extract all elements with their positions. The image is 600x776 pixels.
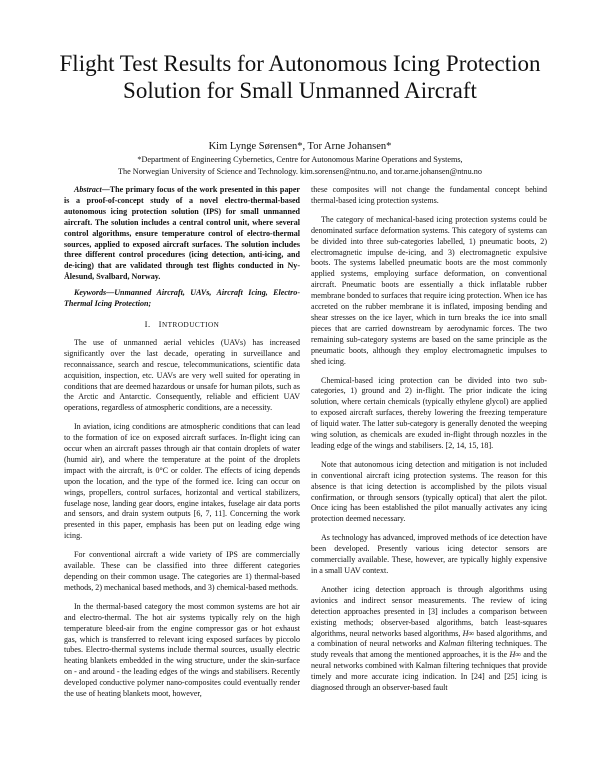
math-h-infinity: H∞ [462, 628, 475, 638]
keywords [64, 288, 300, 310]
paragraph-last [311, 585, 547, 694]
text-span: and the neural networks combined with Kalman filtering techniques that provide timely and more accurate icing indication. In [24] and [25] icing is diagnosed through an observer-based fault [311, 650, 547, 693]
affiliation-line-2: The Norwegian University of Science and Technology. kim.sorensen@ntnu.no, and tor.arne.johansen@ntnu.no [118, 166, 482, 176]
text-span: Another icing detection approach is through algorithms using avionics and indirect sensor measurements. The review of icing detection approaches presented in [3] includes a comparison between existing methods; observer-based algorithms, batch least-squares algorithms, neural networks based algorithms, [311, 584, 547, 638]
paragraph: The category of mechanical-based icing protection systems could be denominated surface deformation systems. This category of systems can be divided into three sub-categories labelled, 1) pneumatic boots, 2) electromagnetic impulse de-icing, and 3) electromagnetic expulsive boots. The systems labelled pneumatic boots are the most commonly applied systems, employing surface deformation, on conventional aircraft. Pneumatic boots are essentially a thick inflatable rubber membrane bonded to surfaces that require icing protection. When ice has accreted on the rubber membrane it is inflated, imposing bending and shear stresses on the ice layer, which in turn breaks the ice into small pieces that are carried downstream by aerodynamic forces. The two remaining sub-category systems are based on the same principle as the pneumatic boots, although they employ electromagnetic impulses to shed icing. [311, 214, 547, 366]
paragraph: In aviation, icing conditions are atmospheric conditions that can lead to the formation of ice on exposed aircraft surfaces. In-flight icing can occur when an aircraft passes through air that contain droplets of water (humid air), and where the temperature at the point of the droplets impact with the aircraft, is 0°C or colder. The effects of icing depends upon the location, and the type of the formed ice. Icing can occur on wings, propellers, control surfaces, horizontal and vertical stabilizers, fuselage nose, landing gear doors, engine intakes, fuselage air data ports and sensors, and drain system outputs [6, 7, 11]. Concerning the work presented in this paper, emphasis has been put on leading edge wing icing. [64, 422, 300, 541]
left-column [64, 185, 300, 708]
affiliation [40, 154, 560, 177]
math-h-infinity: H∞ [509, 650, 522, 660]
section-heading-introduction [64, 319, 300, 331]
abstract-text: —The primary focus of the work presented in this paper is a proof-of-concept study of a novel electro-thermal-based autonomous icing protection solution (IPS) for small unmanned aircraft. The solution includes a central control unit, where several control algorithms, ensure temperature control of electro-thermal sources, applied to exposed aircraft surfaces. The solution includes three different control procedures (icing detection, anti-icing, and de-icing) that are validated through test flights conducted in Ny-Ålesund, Svalbard, Norway. [64, 185, 300, 282]
abstract-label: Abstract [74, 185, 102, 194]
paragraph: For conventional aircraft a wide variety of IPS are commercially available. These can be classified into three different categories depending on their common usage. The categories are 1) thermal-based methods, 2) mechanical based methods, and 3) chemical-based methods. [64, 550, 300, 592]
paragraph: Note that autonomous icing detection and mitigation is not included in conventional aircraft icing protection systems. The reason for this absence is that icing detection is accomplished by the pilots visual confirmation, or through sensors (typically optical) that alert the pilot. Once icing has been established the pilot manually activates any icing protection deemed necessary. [311, 459, 547, 524]
italic-kalman: Kalman [438, 639, 465, 649]
affiliation-line-1: *Department of Engineering Cybernetics, Centre for Autonomous Marine Operations and Systems, [137, 155, 463, 164]
paper-title [40, 50, 560, 104]
paragraph: Chemical-based icing protection can be divided into two sub-categories, 1) ground and 2) in-flight. The prior indicate the icing solution, where certain chemicals (typically ethylene glycol) are applied to exposed aircraft surfaces, thereby lowering the freezing temperature of liquid water. The latter sub-category is generally denoted the weeping wing solution, as chemicals are exuded in-flight through nozzles in the leading edge of the wings and stabilisers. [2, 14, 15, 18]. [311, 375, 547, 450]
keywords-label: Keywords [74, 288, 107, 298]
paragraph: In the thermal-based category the most common systems are hot air and electro-thermal. The hot air systems typically rely on the high temperature bleed-air from the engine compressor gas or hot exhaust gas, which is transferred to relevant icing exposed surfaces by piccolo tubes. Electro-thermal systems include thermal sources, usually electric heating blankets embedded in the wing structure, under the skin-surface on - and around - the leading edges of the wings and stabilisers. Recently developed conductive polymer nano-composites could eventually render the use of heating blankets moot, however, [64, 601, 300, 699]
keywords-text: —Unmanned Aircraft, UAVs, Aircraft Icing, Electro-Thermal Icing Protection; [64, 288, 300, 309]
section-title-first-letter: I [158, 318, 162, 329]
authors: Kim Lynge Sørensen*, Tor Arne Johansen* [208, 141, 392, 152]
paragraph: As technology has advanced, improved methods of ice detection have been developed. Presently various icing detector sensors are commercially available. These, however, are typically highly expensive in a small UAV context. [311, 533, 547, 575]
text-span: based algorithms, and a combination of neural networks and [311, 628, 548, 649]
title-line-2: Solution for Small Unmanned Aircraft [123, 78, 477, 103]
right-column [311, 185, 547, 702]
section-number: I. [144, 318, 151, 329]
paragraph: these composites will not change the fundamental concept behind thermal-based icing protection systems. [311, 185, 547, 205]
section-title-rest: NTRODUCTION [161, 320, 220, 329]
title-line-1: Flight Test Results for Autonomous Icing Protection [59, 51, 541, 76]
abstract [64, 185, 300, 283]
paragraph: The use of unmanned aerial vehicles (UAVs) has increased significantly over the last decade, operating in surveillance and reconnaissance, search and rescue, telecommunications, scientific data acquisition, inspection, etc. UAVs are very well suited for operating in conditions that are deemed hazardous or unsafe for human pilots, such as the Arctic and Antarctic. Consequently, reliable and efficient UAV operations, regardless of atmospheric conditions, are a necessity. [64, 337, 300, 413]
text-span: filtering techniques. The study reveals that among the mentioned approaches, it is the [311, 639, 547, 660]
